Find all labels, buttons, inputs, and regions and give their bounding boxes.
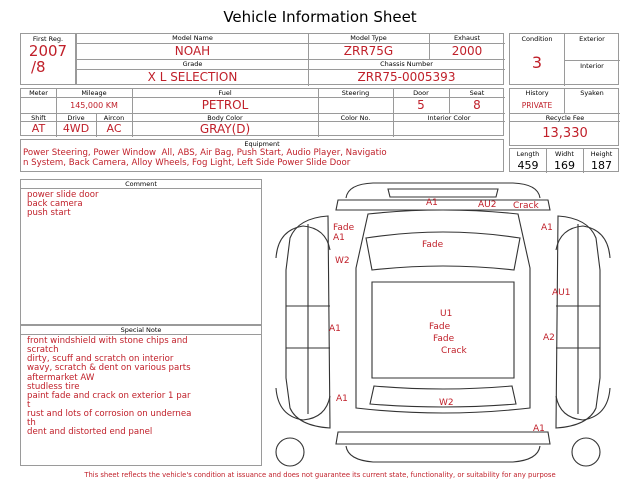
- drive-label: Drive: [67, 114, 85, 122]
- drive-value: 4WD: [62, 122, 90, 135]
- color-no-label: Color No.: [340, 114, 371, 122]
- mark-a1-front: A1: [426, 198, 438, 208]
- exhaust-value: 2000: [451, 44, 483, 58]
- rear-right-tire: [572, 438, 600, 466]
- syaken-label: Syaken: [580, 89, 604, 97]
- history-label: History: [525, 89, 549, 97]
- special-note-line-2: scratch: [27, 345, 59, 355]
- shift-value: AT: [31, 122, 46, 135]
- mark-a1-left-front: A1: [333, 233, 345, 243]
- mark-fade-hood-left: Fade: [333, 223, 355, 233]
- model-name-value: NOAH: [174, 44, 211, 58]
- comment-line-3: push start: [27, 208, 71, 218]
- special-note-line-10: rust and lots of corrosion on undernea: [27, 409, 192, 419]
- mark-au2: AU2: [478, 200, 497, 210]
- mark-crack-roof: Crack: [441, 346, 467, 356]
- special-note-line-9: t: [27, 400, 31, 410]
- model-block: [76, 33, 504, 85]
- steering-label: Steering: [341, 89, 370, 97]
- model-name-label: Model Name: [172, 34, 213, 42]
- history-block: [509, 88, 619, 146]
- width-value: 169: [554, 159, 575, 172]
- length-label: Length: [516, 150, 540, 158]
- mark-fade-roof-1: Fade: [429, 322, 451, 332]
- grade-label: Grade: [182, 60, 203, 68]
- first-reg-label: First Reg.: [32, 35, 64, 43]
- meter-label: Meter: [29, 89, 48, 97]
- chassis-number-value: ZRR75-0005393: [357, 70, 456, 84]
- height-value: 187: [591, 159, 612, 172]
- mark-fade-roof-2: Fade: [433, 334, 455, 344]
- special-note-line-7: studless tire: [27, 382, 80, 392]
- mark-w2-rear: W2: [439, 398, 454, 408]
- height-label: Height: [590, 150, 613, 158]
- windshield: [366, 232, 520, 270]
- exterior-label: Exterior: [579, 35, 605, 43]
- rear-right-wheel-arc: [556, 388, 610, 420]
- seat-value: 8: [473, 98, 481, 112]
- specs-block: [20, 88, 504, 136]
- recycle-fee-label: Recycle Fee: [545, 114, 585, 122]
- fuel-value: PETROL: [201, 98, 249, 112]
- mark-u1: U1: [440, 309, 453, 319]
- interior-label: Interior: [580, 62, 604, 70]
- first-reg-month: /8: [31, 59, 46, 75]
- body-color-label: Body Color: [207, 114, 243, 122]
- condition-value: 3: [531, 54, 543, 72]
- condition-label: Condition: [521, 35, 553, 43]
- history-value: PRIVATE: [521, 101, 553, 110]
- comment-line-2: back camera: [27, 199, 83, 209]
- mark-a1-front-right: A1: [541, 223, 553, 233]
- mileage-label: Mileage: [81, 89, 107, 97]
- dimensions-block: [509, 148, 619, 172]
- special-note-line-3: dirty, scuff and scratch on interior: [27, 354, 174, 364]
- special-note-line-1: front windshield with stone chips and: [27, 336, 188, 346]
- front-view-outline: [346, 183, 540, 198]
- comment-label: Comment: [21, 180, 261, 189]
- mark-a1-rear-right: A1: [533, 424, 545, 434]
- length-value: 459: [517, 159, 539, 172]
- first-reg-cell: [20, 33, 76, 85]
- mark-a1-left-door: A1: [329, 324, 341, 334]
- mark-a1-rear-left: A1: [336, 394, 348, 404]
- model-type-label: Model Type: [350, 34, 387, 42]
- mark-a2-right-door: A2: [543, 333, 555, 343]
- special-note-line-11: th: [27, 418, 36, 428]
- aircon-value: AC: [106, 122, 122, 135]
- footer-disclaimer: This sheet reflects the vehicle's condition at issuance and does not guarantee its current state, functionality, or suitability for any purpose: [84, 471, 556, 479]
- model-type-value: ZRR75G: [343, 44, 394, 58]
- first-reg-year: 2007: [28, 43, 68, 59]
- body-color-value: GRAY(D): [199, 122, 251, 136]
- front-left-wheel-arc: [276, 226, 330, 258]
- exhaust-label: Exhaust: [453, 34, 481, 42]
- special-note-line-6: aftermarket AW: [27, 373, 95, 383]
- rear-bumper: [336, 432, 550, 444]
- comment-line-1: power slide door: [27, 190, 99, 200]
- shift-label: Shift: [31, 114, 46, 122]
- comment-block: [20, 179, 262, 325]
- special-note-line-8: paint fade and crack on exterior 1 par: [27, 391, 191, 401]
- door-label: Door: [413, 89, 429, 97]
- rear-view-outline: [346, 446, 540, 462]
- mileage-value: 145,000 KM: [70, 101, 118, 110]
- equipment-block: [20, 139, 504, 172]
- chassis-number-label: Chassis Number: [380, 60, 433, 68]
- interior-color-label: Interior Color: [427, 114, 471, 122]
- equipment-text: Power Steering, Power Window All, ABS, Air Bag, Push Start, Audio Player, Navigatio n System, Back Camera, Alloy Wheels, Fog Light, Left Side Power Slide Door: [23, 148, 387, 168]
- front-grille: [388, 189, 498, 197]
- front-right-wheel-arc: [556, 226, 610, 258]
- aircon-label: Aircon: [103, 114, 125, 122]
- mark-fade-hood: Fade: [422, 240, 444, 250]
- rear-left-wheel-arc: [276, 388, 330, 420]
- special-note-line-4: wavy, scratch & dent on various parts: [27, 363, 191, 373]
- mark-w2-left: W2: [335, 256, 350, 266]
- grade-value: X L SELECTION: [147, 70, 238, 84]
- fuel-label: Fuel: [218, 89, 232, 97]
- recycle-fee-value: 13,330: [542, 126, 588, 141]
- special-note-block: [20, 325, 262, 466]
- mark-crack-front: Crack: [513, 201, 539, 211]
- sheet-title: Vehicle Information Sheet: [223, 8, 417, 26]
- mark-au1: AU1: [552, 288, 571, 298]
- special-note-label: Special Note: [21, 326, 261, 335]
- special-note-line-12: dent and distorted end panel: [27, 427, 153, 437]
- door-value: 5: [417, 98, 425, 112]
- seat-label: Seat: [469, 89, 485, 97]
- condition-block: [509, 33, 619, 85]
- width-label: Widht: [555, 150, 574, 158]
- equipment-label: Equipment: [244, 140, 280, 148]
- rear-left-tire: [276, 438, 304, 466]
